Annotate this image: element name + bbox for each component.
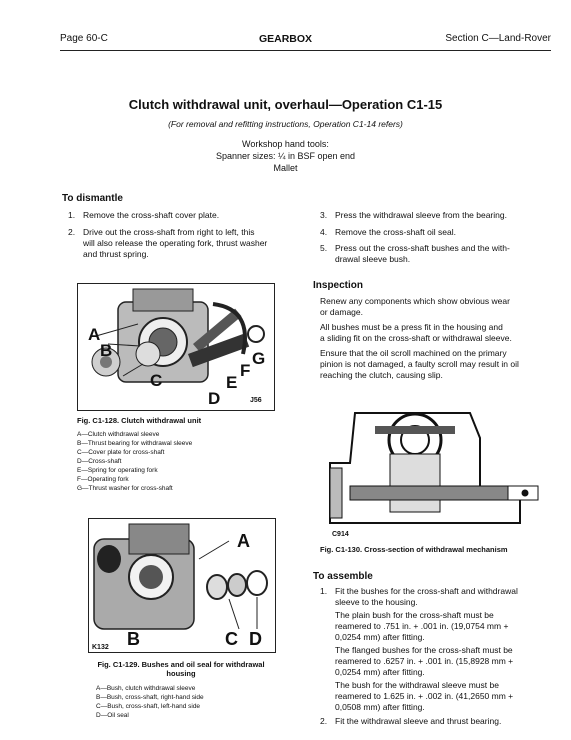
step-number: 1. xyxy=(320,586,328,596)
inspection-para-2 xyxy=(320,322,552,344)
figure-c1-128-legend xyxy=(77,430,192,493)
legend-item: A—Bush, clutch withdrawal sleeve xyxy=(96,685,196,692)
step-text: and thrust spring. xyxy=(83,249,149,259)
para-line: The flanged bushes for the cross-shaft must be xyxy=(335,645,513,655)
tools-line-1: Workshop hand tools: xyxy=(242,139,329,149)
para-line: 0,0254 mm) after fitting. xyxy=(335,632,425,642)
para-line: Renew any components which show obvious wear xyxy=(320,296,510,306)
dismantle-step-4 xyxy=(320,227,555,239)
figure-c1-130-caption: Fig. C1-130. Cross-section of withdrawal mechanism xyxy=(320,545,508,554)
label-c: C xyxy=(225,629,238,649)
figure-code: C914 xyxy=(332,531,349,538)
step-text: Press the withdrawal sleeve from the bearing. xyxy=(335,210,507,220)
legend-item: B—Bush, cross-shaft, right-hand side xyxy=(96,694,204,701)
inspection-para-1 xyxy=(320,296,552,318)
para-line: 0,0508 mm) after fitting. xyxy=(335,702,425,712)
step-number: 5. xyxy=(320,243,328,253)
dismantle-step-3 xyxy=(320,210,555,222)
label-a: A xyxy=(237,531,250,551)
legend-item: C—Cover plate for cross-shaft xyxy=(77,449,165,456)
legend-item: D—Cross-shaft xyxy=(77,458,122,465)
legend-item: A—Clutch withdrawal sleeve xyxy=(77,431,160,438)
para-line: reamered to .751 in. + .001 in. (19,0754 mm + xyxy=(335,621,509,631)
label-b: B xyxy=(127,629,140,649)
tools-line-2: Spanner sizes: ¼ in BSF open end xyxy=(215,151,356,161)
assemble-step-2 xyxy=(320,716,552,728)
step-text: will also release the operating fork, thrust washer xyxy=(83,238,268,248)
label-f: F xyxy=(240,361,251,380)
page-number: Page 60-C xyxy=(60,33,108,44)
running-title: GEARBOX xyxy=(258,33,313,45)
label-e: E xyxy=(226,373,238,392)
page-subtitle: (For removal and refitting instructions, Operation C1-14 refers) xyxy=(168,119,403,129)
para-line: reamered to 1.625 in. + .002 in. (41,2650 mm + xyxy=(335,691,514,701)
para-line: The plain bush for the cross-shaft must be xyxy=(335,610,494,620)
label-a: A xyxy=(88,325,101,344)
para-line: The bush for the withdrawal sleeve must be xyxy=(335,680,499,690)
para-line: a sliding fit on the cross-shaft or withdrawal sleeve. xyxy=(320,333,512,343)
step-number: 2. xyxy=(68,227,76,237)
legend-item: B—Thrust bearing for withdrawal sleeve xyxy=(77,440,193,447)
step-text: sleeve to the housing. xyxy=(335,597,418,607)
para-line: reaching the clutch, causing slip. xyxy=(320,370,443,380)
page-title: Clutch withdrawal unit, overhaul—Operation C1-15 xyxy=(128,97,443,112)
step-text: Fit the withdrawal sleeve and thrust bearing. xyxy=(335,716,502,726)
assemble-para-1 xyxy=(335,610,552,643)
label-c: C xyxy=(150,371,163,390)
legend-item: D—Oil seal xyxy=(96,712,129,719)
assemble-step-1 xyxy=(320,586,552,610)
step-text: Remove the cross-shaft oil seal. xyxy=(335,227,456,237)
step-number: 4. xyxy=(320,227,328,237)
caption-line: housing xyxy=(166,669,196,678)
step-number: 2. xyxy=(320,716,328,726)
step-text: Drive out the cross-shaft from right to left, this xyxy=(83,227,255,237)
label-d: D xyxy=(208,389,221,408)
figure-c1-130 xyxy=(320,398,545,538)
step-number: 1. xyxy=(68,210,76,220)
dismantle-step-5 xyxy=(320,243,555,267)
legend-item: F—Operating fork xyxy=(77,476,129,483)
legend-item: G—Thrust washer for cross-shaft xyxy=(77,485,173,492)
section-label: Section C—Land-Rover xyxy=(445,33,551,44)
para-line: reamered to .6257 in. + .001 in. (15,8928 mm + xyxy=(335,656,514,666)
label-g: G xyxy=(252,349,266,368)
figure-c1-129-labels xyxy=(89,519,275,652)
figure-code: J56 xyxy=(250,397,262,404)
legend-item: C—Bush, cross-shaft, left-hand side xyxy=(96,703,201,710)
figure-c1-128-labels xyxy=(78,284,274,410)
para-line: 0,0254 mm) after fitting. xyxy=(335,667,425,677)
inspection-heading: Inspection xyxy=(313,280,364,291)
label-d: D xyxy=(249,629,262,649)
dismantle-step-1 xyxy=(68,210,308,222)
para-line: Ensure that the oil scroll machined on the primary xyxy=(320,348,507,358)
para-line: pinion is not damaged, a faulty scroll may result in oil xyxy=(320,359,519,369)
figure-c1-128 xyxy=(77,283,275,411)
step-text: Remove the cross-shaft cover plate. xyxy=(83,210,220,220)
step-text: Fit the bushes for the cross-shaft and withdrawal xyxy=(335,586,518,596)
figure-c1-129 xyxy=(88,518,276,653)
legend-item: E—Spring for operating fork xyxy=(77,467,158,474)
caption-line: Fig. C1-129. Bushes and oil seal for withdrawal xyxy=(97,660,265,669)
figure-c1-129-caption xyxy=(88,660,274,678)
assemble-heading: To assemble xyxy=(313,571,373,582)
figure-code: K132 xyxy=(92,644,109,651)
assemble-para-3 xyxy=(335,680,552,713)
para-line: All bushes must be a press fit in the housing and xyxy=(320,322,503,332)
header-rule xyxy=(60,50,551,51)
tools-line-3: Mallet xyxy=(273,163,298,173)
para-line: or damage. xyxy=(320,307,363,317)
figure-c1-130-labels xyxy=(320,398,545,538)
dismantle-step-2 xyxy=(68,227,308,263)
figure-c1-129-legend xyxy=(96,684,204,720)
assemble-para-2 xyxy=(335,645,552,678)
dismantle-heading: To dismantle xyxy=(62,193,123,204)
inspection-para-3 xyxy=(320,348,552,381)
step-text: drawal sleeve bush. xyxy=(335,254,411,264)
label-b: B xyxy=(100,341,113,360)
step-text: Press out the cross-shaft bushes and the with- xyxy=(335,243,510,253)
step-number: 3. xyxy=(320,210,328,220)
figure-c1-128-caption: Fig. C1-128. Clutch withdrawal unit xyxy=(77,416,202,425)
